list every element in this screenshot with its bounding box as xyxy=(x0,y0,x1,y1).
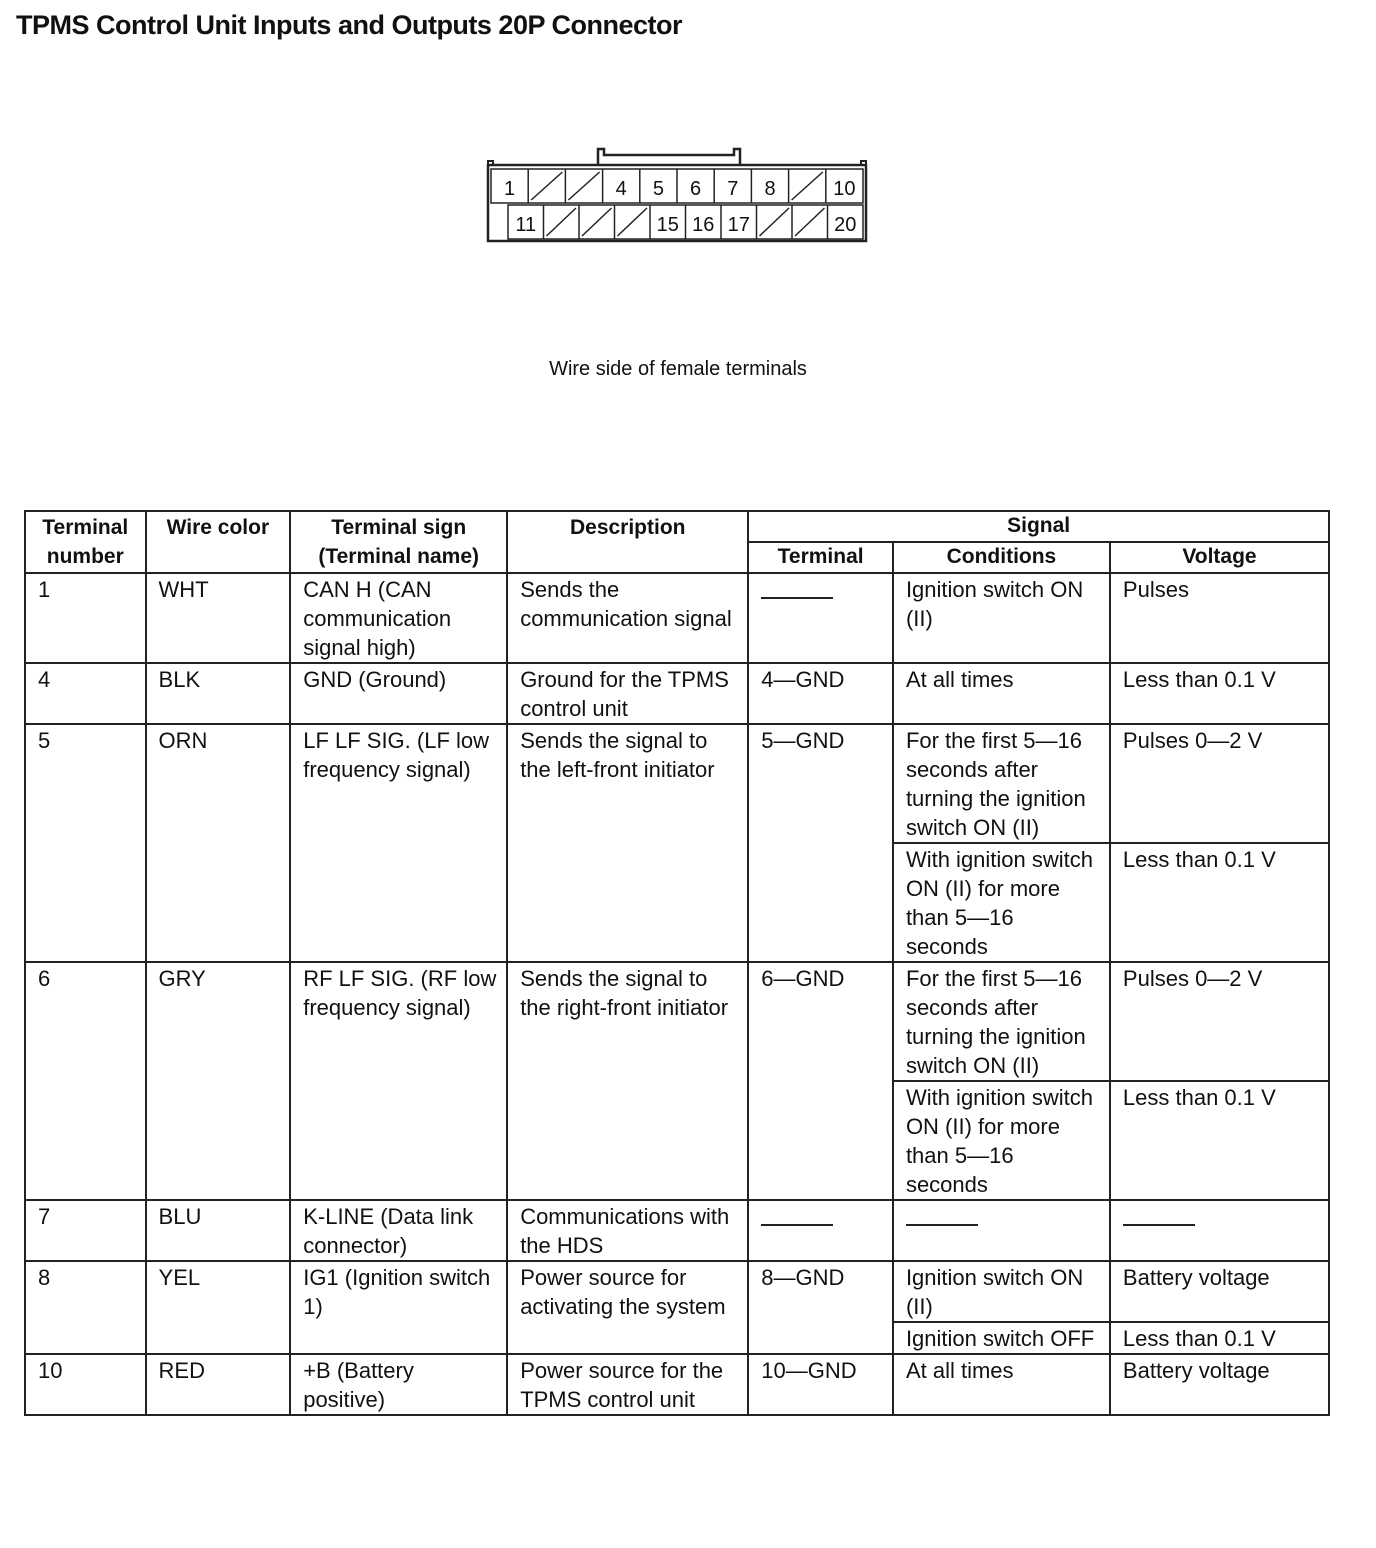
wire-color: YEL xyxy=(146,1261,291,1354)
terminal-label: 5 xyxy=(652,178,664,200)
description: Sends the signal to the left-front initiator xyxy=(507,724,748,962)
table-row xyxy=(25,962,1329,1081)
voltage: Pulses 0—2 V xyxy=(1110,724,1329,843)
description: Sends the communication signal xyxy=(507,573,748,663)
voltage: Less than 0.1 V xyxy=(1110,663,1329,724)
conditions xyxy=(893,1200,1110,1261)
empty-cavity xyxy=(618,208,648,236)
terminal-label: 4 xyxy=(615,178,627,200)
voltage: Less than 0.1 V xyxy=(1110,1081,1329,1200)
terminal-label: 15 xyxy=(656,214,679,236)
conditions: For the first 5—16 seconds after turning the ignition switch ON (II) xyxy=(893,962,1110,1081)
terminal-label: 10 xyxy=(833,178,856,200)
voltage: Less than 0.1 V xyxy=(1110,843,1329,962)
voltage xyxy=(1110,1200,1329,1261)
empty-cavity xyxy=(795,208,825,236)
empty-dash xyxy=(1123,1224,1195,1226)
empty-dash xyxy=(761,597,833,599)
voltage: Pulses xyxy=(1110,573,1329,663)
terminal-number: 8 xyxy=(25,1261,146,1354)
terminal-sign: IG1 (Ignition switch 1) xyxy=(290,1261,507,1354)
signal-terminal: 6—GND xyxy=(748,962,893,1200)
header-conditions: Conditions xyxy=(893,542,1110,573)
conditions: With ignition switch ON (II) for more than 5—16 seconds xyxy=(893,843,1110,962)
signal-terminal: 8—GND xyxy=(748,1261,893,1354)
description: Ground for the TPMS control unit xyxy=(507,663,748,724)
terminal-sign: RF LF SIG. (RF low frequency signal) xyxy=(290,962,507,1200)
terminal-number: 4 xyxy=(25,663,146,724)
terminal-sign: K-LINE (Data link connector) xyxy=(290,1200,507,1261)
header-terminal-sign: Terminal sign (Terminal name) xyxy=(290,511,507,573)
table-row xyxy=(25,1200,1329,1261)
wire-color: WHT xyxy=(146,573,291,663)
signal-terminal xyxy=(748,573,893,663)
table-row xyxy=(25,1354,1329,1415)
conditions: Ignition switch ON (II) xyxy=(893,573,1110,663)
header-signal: Signal xyxy=(748,511,1329,542)
connector-caption: Wire side of female terminals xyxy=(549,358,807,380)
terminal-number: 1 xyxy=(25,573,146,663)
terminal-label: 6 xyxy=(690,178,702,200)
wire-color: ORN xyxy=(146,724,291,962)
empty-cavity xyxy=(531,172,562,200)
conditions: With ignition switch ON (II) for more than 5—16 seconds xyxy=(893,1081,1110,1200)
terminal-sign: CAN H (CAN communication signal high) xyxy=(290,573,507,663)
table-row xyxy=(25,663,1329,724)
terminal-sign: GND (Ground) xyxy=(290,663,507,724)
header-signal-terminal: Terminal xyxy=(748,542,893,573)
terminal-label: 20 xyxy=(834,214,857,236)
header-terminal-number: Terminal number xyxy=(25,511,146,573)
description: Power source for the TPMS control unit xyxy=(507,1354,748,1415)
conditions: Ignition switch ON (II) xyxy=(893,1261,1110,1322)
page-title: TPMS Control Unit Inputs and Outputs 20P Connector xyxy=(16,10,682,40)
table-row xyxy=(25,1261,1329,1322)
wire-color: RED xyxy=(146,1354,291,1415)
wire-color: GRY xyxy=(146,962,291,1200)
empty-cavity xyxy=(582,208,612,236)
description: Sends the signal to the right-front initiator xyxy=(507,962,748,1200)
voltage: Less than 0.1 V xyxy=(1110,1322,1329,1354)
voltage: Battery voltage xyxy=(1110,1261,1329,1322)
terminal-label: 7 xyxy=(727,178,739,200)
terminal-table xyxy=(24,510,1330,1416)
signal-terminal: 4—GND xyxy=(748,663,893,724)
empty-cavity xyxy=(792,172,823,200)
description: Communications with the HDS xyxy=(507,1200,748,1261)
signal-terminal: 5—GND xyxy=(748,724,893,962)
empty-cavity xyxy=(547,208,577,236)
wire-color: BLK xyxy=(146,663,291,724)
terminal-label: 17 xyxy=(727,214,750,236)
terminal-number: 6 xyxy=(25,962,146,1200)
conditions: At all times xyxy=(893,663,1110,724)
terminal-sign: +B (Battery positive) xyxy=(290,1354,507,1415)
voltage: Battery voltage xyxy=(1110,1354,1329,1415)
header-description: Description xyxy=(507,511,748,573)
table-row xyxy=(25,724,1329,843)
empty-cavity xyxy=(568,172,599,200)
empty-dash xyxy=(906,1224,978,1226)
terminal-number: 10 xyxy=(25,1354,146,1415)
terminal-label: 1 xyxy=(504,178,516,200)
terminal-label: 11 xyxy=(515,214,537,236)
conditions: Ignition switch OFF xyxy=(893,1322,1110,1354)
conditions: For the first 5—16 seconds after turning the ignition switch ON (II) xyxy=(893,724,1110,843)
voltage: Pulses 0—2 V xyxy=(1110,962,1329,1081)
header-voltage: Voltage xyxy=(1110,542,1329,573)
empty-dash xyxy=(761,1224,833,1226)
terminal-number: 7 xyxy=(25,1200,146,1261)
terminal-label: 16 xyxy=(692,214,715,236)
description: Power source for activating the system xyxy=(507,1261,748,1354)
signal-terminal: 10—GND xyxy=(748,1354,893,1415)
table-row xyxy=(25,573,1329,663)
terminal-label: 8 xyxy=(764,178,776,200)
connector-diagram xyxy=(486,147,870,245)
header-wire-color: Wire color xyxy=(146,511,291,573)
terminal-sign: LF LF SIG. (LF low frequency signal) xyxy=(290,724,507,962)
wire-color: BLU xyxy=(146,1200,291,1261)
conditions: At all times xyxy=(893,1354,1110,1415)
empty-cavity xyxy=(760,208,790,236)
terminal-number: 5 xyxy=(25,724,146,962)
signal-terminal xyxy=(748,1200,893,1261)
